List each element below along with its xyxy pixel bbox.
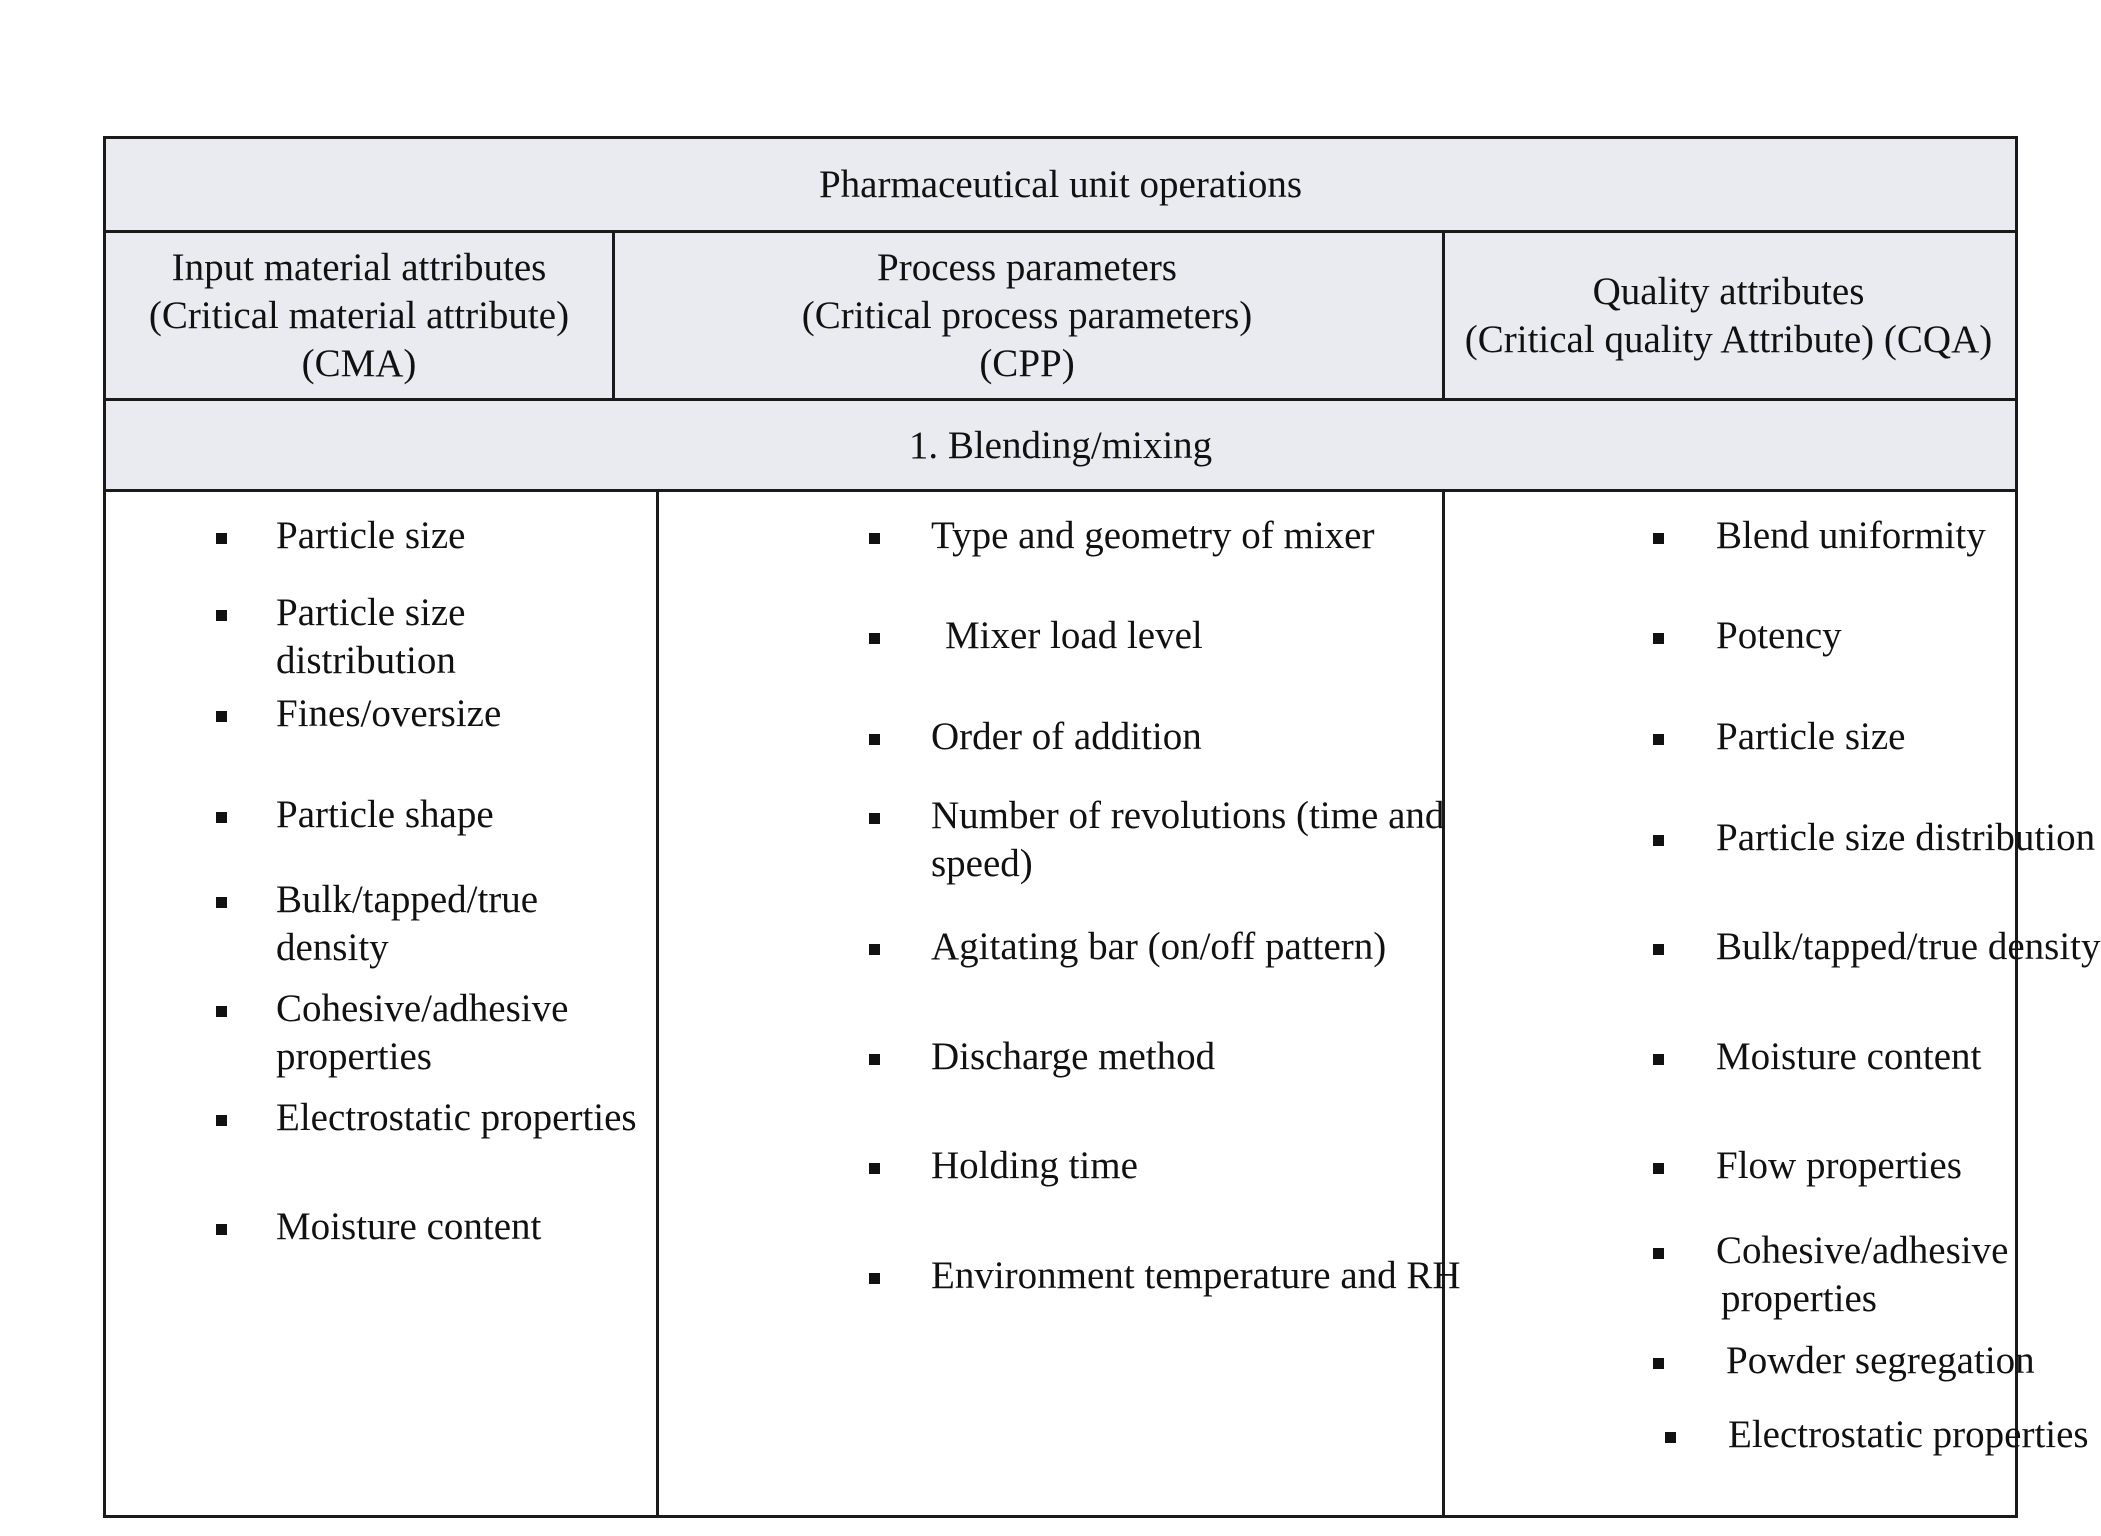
cpp-column [659, 492, 1461, 1518]
cqa-item-text: Bulk/tapped/true density [1716, 925, 2101, 968]
cma-item-text: Cohesive/adhesive [276, 987, 569, 1030]
square-bullet-icon [1653, 835, 1664, 846]
cma-item-text: distribution [276, 639, 456, 682]
square-bullet-icon [1653, 1054, 1664, 1065]
square-bullet-icon [216, 610, 227, 621]
cma-list-item [106, 878, 656, 980]
cpp-list-item [659, 925, 1442, 979]
cpp-list-item [659, 514, 1442, 568]
cpp-list-item [659, 1144, 1442, 1198]
table-title: Pharmaceutical unit operations [106, 139, 2015, 233]
cma-item-text: density [276, 926, 389, 969]
cma-item-text: Particle shape [276, 793, 494, 836]
header-divider [1442, 233, 1445, 398]
cma-item-text: Moisture content [276, 1205, 542, 1248]
cqa-list-item [1445, 816, 2096, 870]
square-bullet-icon [869, 1054, 880, 1065]
square-bullet-icon [869, 533, 880, 544]
square-bullet-icon [869, 633, 880, 644]
header-cpp [612, 233, 1442, 398]
square-bullet-icon [869, 813, 880, 824]
square-bullet-icon [1653, 1248, 1664, 1259]
square-bullet-icon [216, 897, 227, 908]
cqa-item-text: properties [1721, 1277, 1877, 1320]
header-cpp-line: Process parameters [877, 245, 1177, 289]
cqa-item-text: Potency [1716, 614, 1842, 657]
cma-item-text: properties [276, 1035, 432, 1078]
cma-list-item [106, 793, 656, 847]
square-bullet-icon [1653, 633, 1664, 644]
square-bullet-icon [216, 1224, 227, 1235]
square-bullet-icon [869, 1273, 880, 1284]
cma-item-text: Particle size [276, 591, 466, 634]
cpp-list-item [659, 1254, 1461, 1308]
header-cma [106, 233, 612, 398]
header-cqa-line: Quality attributes [1592, 269, 1865, 313]
header-cma-line: (Critical material attribute) [148, 293, 570, 337]
section-title: 1. Blending/mixing [106, 398, 2015, 492]
cma-column [106, 492, 656, 1518]
cpp-item-text: Order of addition [931, 715, 1202, 758]
cpp-list-item [659, 1035, 1442, 1089]
cqa-list-item [1445, 1144, 2015, 1198]
square-bullet-icon [216, 711, 227, 722]
cpp-item-text: speed) [931, 842, 1033, 885]
cqa-column [1445, 492, 2101, 1518]
square-bullet-icon [1653, 533, 1664, 544]
square-bullet-icon [1665, 1432, 1676, 1443]
cqa-list-item [1445, 925, 2101, 979]
header-cma-line: (CMA) [301, 341, 417, 385]
cqa-list-item [1445, 1413, 2089, 1467]
cpp-item-text: Mixer load level [945, 614, 1203, 657]
square-bullet-icon [1653, 1163, 1664, 1174]
header-cqa [1442, 233, 2015, 398]
cqa-list-item [1445, 1035, 2015, 1089]
square-bullet-icon [216, 1006, 227, 1017]
square-bullet-icon [869, 1163, 880, 1174]
cma-list-item [106, 1096, 656, 1150]
cpp-list-item [659, 794, 1445, 896]
square-bullet-icon [869, 944, 880, 955]
header-cma-line: Input material attributes [171, 245, 547, 289]
square-bullet-icon [216, 812, 227, 823]
cma-list-item [106, 514, 656, 568]
cpp-list-item [659, 715, 1442, 769]
cqa-list-item [1445, 1339, 2035, 1393]
square-bullet-icon [216, 1115, 227, 1126]
header-cpp-line: (Critical process parameters) [801, 293, 1253, 337]
cqa-item-text: Cohesive/adhesive [1716, 1229, 2009, 1272]
table-body [106, 492, 2101, 1518]
cqa-list-item [1445, 614, 2015, 668]
cpp-item-text: Discharge method [931, 1035, 1216, 1078]
cqa-list-item [1445, 1229, 2015, 1331]
cma-item-text: Bulk/tapped/true [276, 878, 539, 921]
header-cqa-line: (Critical quality Attribute) (CQA) [1464, 317, 1993, 361]
cqa-item-text: Blend uniformity [1716, 514, 1986, 557]
cqa-item-text: Electrostatic properties [1728, 1413, 2089, 1456]
cqa-item-text: Moisture content [1716, 1035, 1982, 1078]
square-bullet-icon [216, 533, 227, 544]
cqa-item-text: Particle size distribution [1716, 816, 2096, 859]
unit-operations-table [103, 136, 2101, 1518]
square-bullet-icon [1653, 1358, 1664, 1369]
cqa-list-item [1445, 715, 2015, 769]
cpp-item-text: Number of revolutions (time and [931, 794, 1445, 837]
square-bullet-icon [1653, 944, 1664, 955]
cqa-item-text: Flow properties [1716, 1144, 1962, 1187]
cqa-item-text: Particle size [1716, 715, 1906, 758]
cma-list-item [106, 591, 656, 693]
cma-item-text: Fines/oversize [276, 692, 502, 735]
cma-list-item [106, 987, 656, 1089]
cpp-item-text: Holding time [931, 1144, 1138, 1187]
cpp-item-text: Agitating bar (on/off pattern) [931, 925, 1387, 968]
cma-item-text: Particle size [276, 514, 466, 557]
cma-item-text: Electrostatic properties [276, 1096, 637, 1139]
cma-list-item [106, 1205, 656, 1259]
cma-list-item [106, 692, 656, 746]
cqa-item-text: Powder segregation [1726, 1339, 2035, 1382]
header-cpp-line: (CPP) [979, 341, 1075, 385]
cqa-list-item [1445, 514, 2015, 568]
square-bullet-icon [869, 734, 880, 745]
header-divider [612, 233, 615, 398]
cpp-list-item [659, 614, 1442, 668]
cpp-item-text: Type and geometry of mixer [931, 514, 1375, 557]
header-row [106, 233, 2015, 398]
square-bullet-icon [1653, 734, 1664, 745]
cpp-item-text: Environment temperature and RH [931, 1254, 1461, 1297]
